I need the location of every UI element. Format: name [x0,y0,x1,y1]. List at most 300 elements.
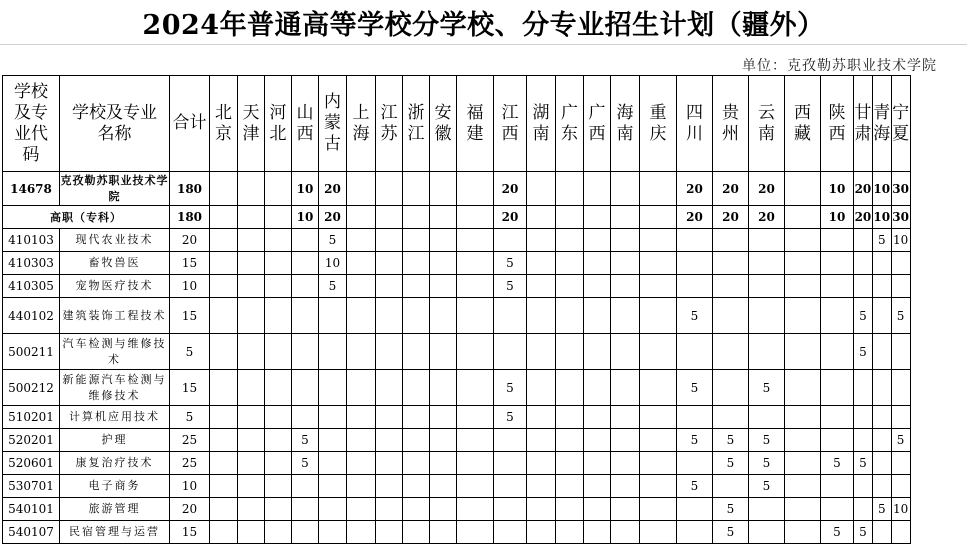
quota-cell [457,370,494,406]
quota-cell [872,475,891,498]
quota-cell [891,370,910,406]
quota-cell [527,521,556,544]
quota-cell [584,452,611,475]
total-cell: 25 [170,452,210,475]
quota-cell [347,206,376,229]
quota-cell [376,498,403,521]
major-name: 畜牧兽医 [60,252,170,275]
quota-cell: 10 [891,498,910,521]
quota-cell [640,521,677,544]
quota-cell [292,275,319,298]
header-province: 甘肃 [854,76,873,172]
total-cell: 5 [170,406,210,429]
quota-cell [210,229,238,252]
header-province: 北京 [210,76,238,172]
quota-cell [749,406,785,429]
quota-cell [749,521,785,544]
quota-cell [640,334,677,370]
quota-cell: 10 [872,206,891,229]
table-row [3,475,911,498]
quota-cell [265,206,292,229]
quota-cell [265,298,292,334]
quota-cell: 20 [749,172,785,206]
quota-cell [584,206,611,229]
quota-cell: 10 [292,172,319,206]
quota-cell [319,334,347,370]
quota-cell [347,498,376,521]
quota-cell [265,498,292,521]
quota-cell [292,521,319,544]
quota-cell [854,406,873,429]
quota-cell [640,252,677,275]
quota-cell [319,498,347,521]
quota-cell [821,370,854,406]
quota-cell [556,334,584,370]
header-province: 西藏 [785,76,821,172]
quota-cell: 5 [494,275,527,298]
quota-cell [403,172,430,206]
quota-cell: 20 [677,206,713,229]
quota-cell [527,206,556,229]
major-name: 旅游管理 [60,498,170,521]
table-row [3,429,911,452]
quota-cell [403,452,430,475]
quota-cell [872,452,891,475]
quota-cell [677,498,713,521]
quota-cell [210,475,238,498]
quota-cell: 5 [854,521,873,544]
quota-cell [556,252,584,275]
quota-cell [210,206,238,229]
quota-cell [238,298,265,334]
quota-cell: 5 [872,229,891,252]
quota-cell [713,370,749,406]
total-cell: 10 [170,275,210,298]
major-name: 宠物医疗技术 [60,275,170,298]
quota-cell [749,334,785,370]
quota-cell [854,229,873,252]
quota-cell [611,334,640,370]
quota-cell [238,334,265,370]
quota-cell: 5 [292,452,319,475]
major-name: 民宿管理与运营 [60,521,170,544]
quota-cell: 5 [891,298,910,334]
quota-cell [457,406,494,429]
quota-cell [556,475,584,498]
quota-cell [640,298,677,334]
quota-cell [640,498,677,521]
major-code: 520201 [3,429,60,452]
quota-cell [556,298,584,334]
quota-cell [403,275,430,298]
quota-cell [319,452,347,475]
quota-cell [376,475,403,498]
quota-cell [238,252,265,275]
quota-cell: 20 [713,172,749,206]
major-name: 现代农业技术 [60,229,170,252]
quota-cell [210,252,238,275]
quota-cell [494,498,527,521]
quota-cell [376,206,403,229]
quota-cell [640,452,677,475]
quota-cell [872,334,891,370]
quota-cell: 10 [872,172,891,206]
quota-cell [640,370,677,406]
header-name: 学校及专业名称 [60,76,170,172]
quota-cell [611,172,640,206]
quota-cell [376,406,403,429]
quota-cell [210,172,238,206]
quota-cell [457,206,494,229]
total-cell: 180 [170,172,210,206]
quota-cell: 5 [319,229,347,252]
quota-cell [527,498,556,521]
quota-cell [265,521,292,544]
major-name: 计算机应用技术 [60,406,170,429]
quota-cell [347,452,376,475]
quota-cell [891,275,910,298]
quota-cell [872,521,891,544]
quota-cell [556,452,584,475]
quota-cell [347,334,376,370]
table-row [3,521,911,544]
major-code: 540107 [3,521,60,544]
header-province: 福建 [457,76,494,172]
total-cell: 180 [170,206,210,229]
quota-cell [319,370,347,406]
quota-cell [376,521,403,544]
quota-cell [611,229,640,252]
quota-cell: 20 [319,206,347,229]
quota-cell [872,275,891,298]
quota-cell [891,406,910,429]
quota-cell [821,406,854,429]
quota-cell [785,252,821,275]
header-code: 学校及专业代码 [3,76,60,172]
header-province: 天津 [238,76,265,172]
quota-cell [785,475,821,498]
quota-cell [713,229,749,252]
quota-cell [821,475,854,498]
quota-cell [854,370,873,406]
quota-cell: 20 [319,172,347,206]
quota-cell [785,206,821,229]
quota-cell: 5 [749,475,785,498]
quota-cell [713,475,749,498]
major-name: 汽车检测与维修技术 [60,334,170,370]
quota-cell [611,498,640,521]
quota-cell [891,475,910,498]
quota-cell [457,229,494,252]
major-code: 410305 [3,275,60,298]
quota-cell [292,252,319,275]
quota-cell [640,406,677,429]
quota-cell [430,452,457,475]
quota-cell [611,452,640,475]
quota-cell [430,298,457,334]
quota-cell [494,521,527,544]
quota-cell [430,406,457,429]
quota-cell [210,429,238,452]
quota-cell [238,429,265,452]
quota-cell [238,275,265,298]
major-code: 410103 [3,229,60,252]
quota-cell [292,229,319,252]
quota-cell: 5 [891,429,910,452]
quota-cell [713,298,749,334]
quota-cell [347,172,376,206]
header-province: 湖南 [527,76,556,172]
quota-cell: 5 [494,252,527,275]
header-province: 江西 [494,76,527,172]
quota-cell [347,406,376,429]
quota-cell [677,406,713,429]
quota-cell [785,334,821,370]
quota-cell [238,521,265,544]
quota-cell [210,298,238,334]
major-name: 护理 [60,429,170,452]
quota-cell [821,298,854,334]
quota-cell [403,429,430,452]
quota-cell [457,475,494,498]
quota-cell [376,370,403,406]
quota-cell: 5 [749,429,785,452]
quota-cell [584,498,611,521]
header-province: 内蒙古 [319,76,347,172]
quota-cell [347,370,376,406]
quota-cell [430,275,457,298]
quota-cell [347,252,376,275]
major-code: 520601 [3,452,60,475]
quota-cell [376,275,403,298]
quota-cell [347,521,376,544]
quota-cell: 5 [854,452,873,475]
quota-cell [854,275,873,298]
quota-cell [292,475,319,498]
quota-cell: 5 [319,275,347,298]
table-row [3,275,911,298]
quota-cell [376,252,403,275]
quota-cell [584,429,611,452]
quota-cell [430,429,457,452]
quota-cell [584,521,611,544]
quota-cell [265,334,292,370]
header-province: 青海 [872,76,891,172]
quota-cell [403,406,430,429]
total-cell: 5 [170,334,210,370]
quota-cell [265,370,292,406]
header-province: 广东 [556,76,584,172]
quota-cell [584,298,611,334]
quota-cell [238,406,265,429]
quota-cell [872,298,891,334]
quota-cell: 5 [749,370,785,406]
quota-cell [457,452,494,475]
quota-cell [265,252,292,275]
quota-cell [292,334,319,370]
quota-cell [265,475,292,498]
quota-cell [403,298,430,334]
quota-cell [319,521,347,544]
major-code: 530701 [3,475,60,498]
quota-cell: 5 [854,298,873,334]
major-name: 克孜勒苏职业技术学院 [60,172,170,206]
major-name: 电子商务 [60,475,170,498]
total-cell: 10 [170,475,210,498]
quota-cell [292,498,319,521]
quota-cell [556,429,584,452]
quota-cell [403,521,430,544]
quota-cell [494,429,527,452]
quota-cell: 20 [494,172,527,206]
quota-cell [494,452,527,475]
quota-cell [347,475,376,498]
quota-cell [319,298,347,334]
quota-cell [376,334,403,370]
quota-cell: 5 [713,498,749,521]
quota-cell [677,229,713,252]
header-province: 贵州 [713,76,749,172]
quota-cell [292,298,319,334]
quota-cell [749,275,785,298]
table-row [3,172,911,206]
quota-cell [403,498,430,521]
quota-cell [430,206,457,229]
quota-cell [238,498,265,521]
quota-cell [891,252,910,275]
total-cell: 20 [170,498,210,521]
level-name: 高职（专科） [3,206,170,229]
quota-cell [457,429,494,452]
quota-cell [210,521,238,544]
quota-cell [640,229,677,252]
quota-cell [584,252,611,275]
table-row [3,252,911,275]
quota-cell [749,252,785,275]
quota-cell [677,252,713,275]
quota-cell: 5 [821,521,854,544]
quota-cell [854,252,873,275]
quota-cell [640,475,677,498]
total-cell: 15 [170,298,210,334]
header-total: 合计 [170,76,210,172]
quota-cell [430,370,457,406]
quota-cell [403,475,430,498]
quota-cell [238,172,265,206]
quota-cell [238,370,265,406]
quota-cell: 5 [292,429,319,452]
quota-cell [527,475,556,498]
quota-cell: 20 [713,206,749,229]
quota-cell: 20 [854,172,873,206]
table-row [3,498,911,521]
major-name: 建筑装饰工程技术 [60,298,170,334]
quota-cell [430,498,457,521]
quota-cell [872,370,891,406]
quota-cell: 5 [494,406,527,429]
quota-cell: 5 [713,429,749,452]
major-name: 新能源汽车检测与维修技术 [60,370,170,406]
quota-cell [457,334,494,370]
quota-cell [457,252,494,275]
header-province: 云南 [749,76,785,172]
header-province: 四川 [677,76,713,172]
major-code: 540101 [3,498,60,521]
quota-cell: 5 [854,334,873,370]
quota-cell [210,370,238,406]
header-province: 陕西 [821,76,854,172]
quota-cell [430,334,457,370]
quota-cell [376,429,403,452]
quota-cell [891,521,910,544]
quota-cell [319,429,347,452]
quota-cell [210,498,238,521]
quota-cell: 5 [713,521,749,544]
quota-cell [347,275,376,298]
quota-cell: 20 [677,172,713,206]
quota-cell [319,475,347,498]
quota-cell [457,298,494,334]
quota-cell [265,429,292,452]
quota-cell [785,452,821,475]
quota-cell [749,498,785,521]
quota-cell: 10 [891,229,910,252]
quota-cell [527,406,556,429]
header-province: 广西 [584,76,611,172]
quota-cell: 10 [319,252,347,275]
major-code: 500211 [3,334,60,370]
quota-cell [292,370,319,406]
quota-cell [854,475,873,498]
quota-cell [584,229,611,252]
quota-cell [376,298,403,334]
quota-cell [640,206,677,229]
quota-cell: 5 [677,475,713,498]
quota-cell [265,406,292,429]
quota-cell [403,370,430,406]
quota-cell [210,334,238,370]
quota-cell: 10 [821,206,854,229]
major-name: 康复治疗技术 [60,452,170,475]
quota-cell [821,252,854,275]
table-row [3,370,911,406]
quota-cell [238,452,265,475]
quota-cell: 5 [677,429,713,452]
quota-cell [611,252,640,275]
header-row [3,76,911,172]
header-province: 安徽 [430,76,457,172]
quota-cell: 10 [821,172,854,206]
major-code: 440102 [3,298,60,334]
quota-cell: 5 [494,370,527,406]
quota-cell [713,275,749,298]
major-code: 500212 [3,370,60,406]
quota-cell [494,475,527,498]
quota-cell [494,298,527,334]
table-row [3,406,911,429]
quota-cell [238,206,265,229]
major-code: 14678 [3,172,60,206]
quota-cell [376,172,403,206]
quota-cell [584,475,611,498]
quota-cell [527,172,556,206]
quota-cell [265,452,292,475]
quota-cell [210,452,238,475]
quota-cell [265,172,292,206]
quota-cell: 10 [292,206,319,229]
quota-cell [494,334,527,370]
quota-cell [403,334,430,370]
